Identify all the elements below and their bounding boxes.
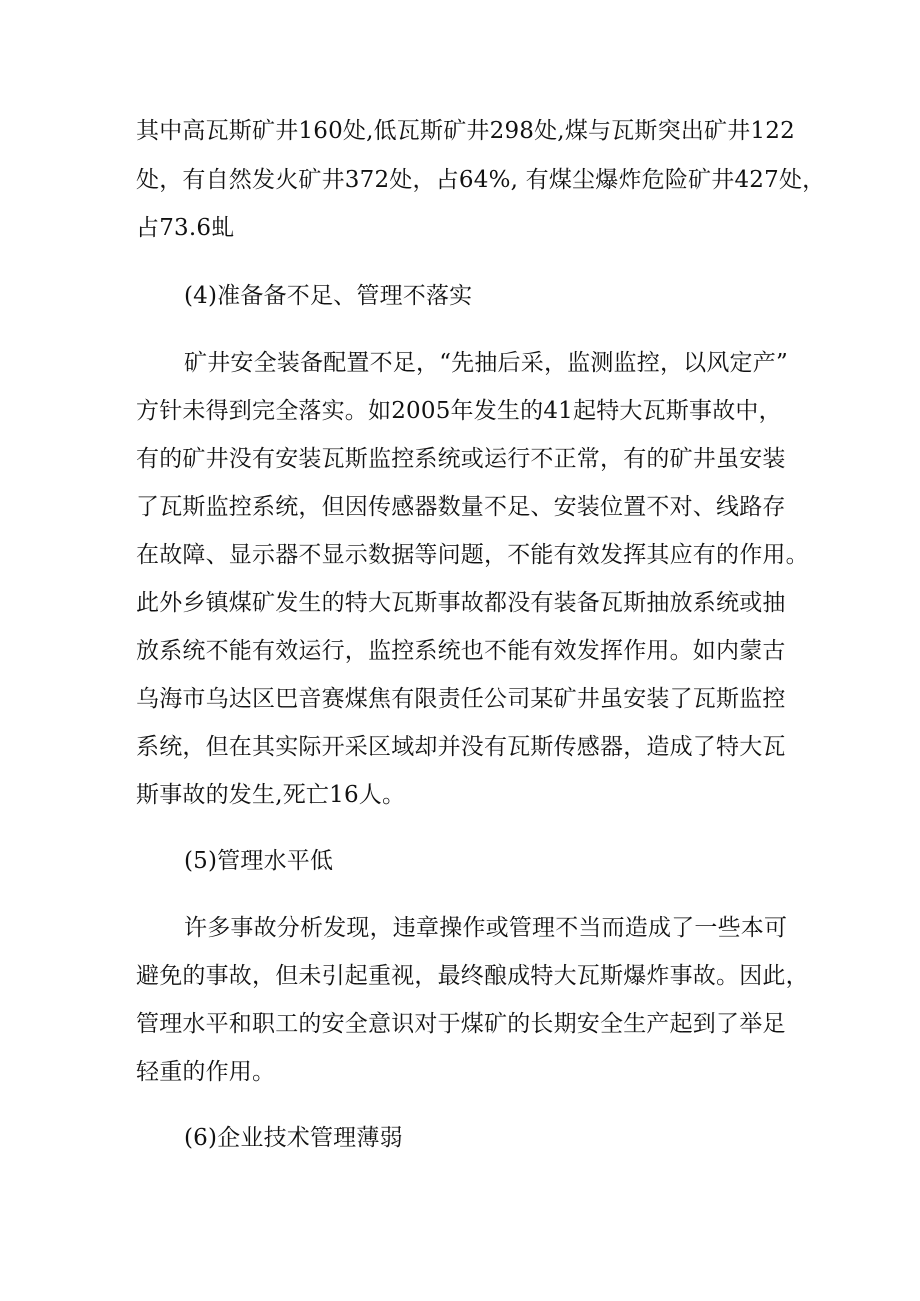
intro-line-2: 处，有自然发火矿井372处，占64%, 有煤尘爆炸危险矿井427处， [136,167,826,193]
section-4-line-3: 有的矿井没有安装瓦斯监控系统或运行不正常，有的矿井虽安装 [136,446,786,472]
section-4-line-7: 放系统不能有效运行，监控系统也不能有效发挥作用。如内蒙古 [136,638,786,664]
section-4-line-4: 了瓦斯监控系统，但因传感器数量不足、安装位置不对、线路存 [136,494,786,520]
section-4-heading: (4)准备备不足、管理不落实 [184,283,473,309]
section-4-line-1: 矿井安全装备配置不足，“先抽后采，监测监控，以风定产” [184,350,788,376]
intro-line-3: 占73.6虬 [136,215,235,241]
intro-line-1: 其中高瓦斯矿井160处,低瓦斯矿井298处,煤与瓦斯突出矿井122 [136,118,795,144]
section-4-line-5: 在故障、显示器不显示数据等问题，不能有效发挥其应有的作用。 [136,542,809,568]
section-4-line-8: 乌海市乌达区巴音赛煤焦有限责任公司某矿井虽安装了瓦斯监控 [136,686,786,712]
section-6-heading: (6)企业技术管理薄弱 [184,1125,403,1151]
section-5-heading: (5)管理水平低 [184,848,334,874]
section-5-line-1: 许多事故分析发现，违章操作或管理不当而造成了一些本可 [184,915,788,941]
section-4-line-10: 斯事故的发生,死亡16人。 [136,782,406,808]
section-4-line-9: 系统，但在其实际开采区域却并没有瓦斯传感器，造成了特大瓦 [136,734,786,760]
section-5-line-4: 轻重的作用。 [136,1059,276,1085]
section-4-line-6: 此外乡镇煤矿发生的特大瓦斯事故都没有装备瓦斯抽放系统或抽 [136,590,786,616]
section-4-line-2: 方针未得到完全落实。如2005年发生的41起特大瓦斯事故中， [136,398,782,424]
section-5-line-3: 管理水平和职工的安全意识对于煤矿的长期安全生产起到了举足 [136,1011,786,1037]
section-5-line-2: 避免的事故，但未引起重视，最终酿成特大瓦斯爆炸事故。因此， [136,963,809,989]
